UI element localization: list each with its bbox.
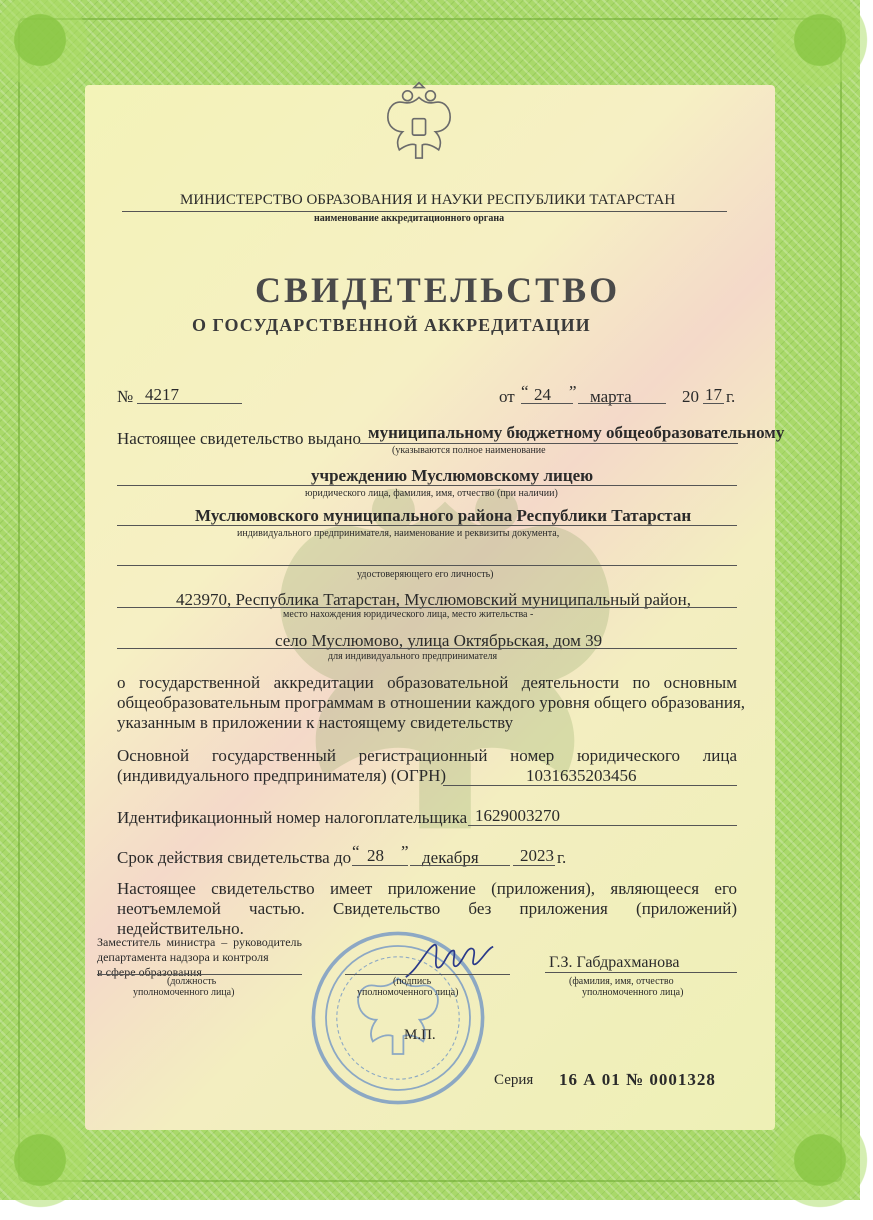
- date-prefix: от: [499, 387, 515, 406]
- corner-rosette: [760, 1100, 873, 1220]
- name-caption1: (фамилия, имя, отчество: [569, 976, 674, 987]
- caption-full-name: (указываются полное наименование: [392, 445, 546, 456]
- underline: [117, 485, 737, 486]
- caption-entrepreneur: индивидуального предпринимателя, наименование и реквизиты документа,: [237, 528, 560, 539]
- signature-caption1: (подпись: [393, 976, 432, 987]
- underline: [345, 974, 510, 975]
- document-title: СВИДЕТЕЛЬСТВО: [255, 270, 621, 310]
- underline: [352, 865, 408, 866]
- underline: [360, 443, 738, 444]
- issue-month: марта: [590, 387, 632, 406]
- series-number: 16 А 01 № 0001328: [559, 1070, 716, 1089]
- validity-month: декабря: [422, 848, 479, 867]
- caption-identity: удостоверяющего его личность): [357, 569, 494, 580]
- caption-entrepreneur-address: для индивидуального предпринимателя: [328, 651, 498, 662]
- validity-close-quote: ”: [401, 842, 409, 861]
- ogrn-label-line1: Основной государственный регистрационный номер юридического лица: [117, 746, 737, 765]
- inn-value: 1629003270: [475, 806, 560, 825]
- holder-name-line2: учреждению Муслюмовскому лицею: [311, 466, 594, 485]
- holder-name-line3: Муслюмовского муниципального района Республики Татарстан: [195, 506, 692, 525]
- seal-place: М.П.: [404, 1027, 436, 1043]
- position-line3: в сфере образования: [97, 965, 202, 979]
- issue-year-prefix: 20: [682, 387, 699, 406]
- address-line2: село Муслюмово, улица Октябрьская, дом 39: [275, 631, 603, 650]
- caption-address: место нахождения юридического лица, место жительства -: [283, 609, 534, 620]
- caption-legal-entity: юридического лица, фамилия, имя, отчество (при наличии): [305, 488, 558, 499]
- ogrn-value: 1031635203456: [526, 766, 637, 785]
- document-subtitle: О ГОСУДАРСТВЕННОЙ АККРЕДИТАЦИИ: [192, 315, 591, 335]
- position-line2: департамента надзора и контроля: [97, 950, 269, 964]
- issued-to-label: Настоящее свидетельство выдано: [117, 429, 361, 448]
- year-unit: г.: [726, 387, 736, 406]
- purpose-line3: указанным в приложении к настоящему свидетельству: [117, 713, 514, 732]
- name-caption2: уполномоченного лица): [582, 987, 684, 998]
- underline: [117, 607, 737, 608]
- validity-label: Срок действия свидетельства до: [117, 848, 352, 867]
- underline: [137, 403, 242, 404]
- appendix-line3: недействительно.: [117, 919, 244, 938]
- inn-label: Идентификационный номер налогоплательщика: [117, 808, 468, 827]
- underline: [117, 525, 737, 526]
- purpose-line1: о государственной аккредитации образовательной деятельности по основным: [117, 673, 737, 692]
- issue-year-suffix: 17: [705, 385, 722, 404]
- underline: [703, 403, 724, 404]
- validity-day: 28: [367, 846, 384, 865]
- ogrn-label-line2: (индивидуального предпринимателя) (ОГРН): [117, 766, 447, 785]
- date-close-quote: ”: [569, 382, 577, 401]
- number-label: №: [117, 387, 134, 406]
- appendix-line2: неотъемлемой частью. Свидетельство без приложения (приложений): [117, 899, 737, 918]
- underline: [521, 403, 573, 404]
- signatory-name: Г.З. Габдрахманова: [549, 954, 680, 971]
- underline: [545, 972, 737, 973]
- appendix-line1: Настоящее свидетельство имеет приложение (приложения), являющееся его: [117, 879, 737, 898]
- issue-day: 24: [534, 385, 551, 404]
- series-label: Серия: [494, 1072, 534, 1088]
- coat-of-arms-icon: [378, 78, 460, 166]
- validity-year-unit: г.: [557, 848, 567, 867]
- underline: [410, 865, 510, 866]
- underline: [513, 865, 555, 866]
- certificate-number: 4217: [145, 385, 179, 404]
- underline: [122, 211, 727, 212]
- underline: [443, 785, 737, 786]
- underline: [578, 403, 666, 404]
- holder-name-line1: муниципальному бюджетному общеобразовательному: [368, 423, 785, 442]
- validity-year: 2023: [520, 846, 554, 865]
- position-caption2: уполномоченного лица): [133, 987, 235, 998]
- validity-open-quote: “: [352, 842, 360, 861]
- authority-caption: наименование аккредитационного органа: [314, 213, 505, 224]
- underline: [468, 825, 737, 826]
- date-open-quote: “: [521, 382, 529, 401]
- position-line1: Заместитель министра – руководитель: [97, 935, 302, 949]
- position-caption1: (должность: [167, 976, 217, 987]
- underline: [117, 565, 737, 566]
- underline: [97, 974, 302, 975]
- address-line1: 423970, Республика Татарстан, Муслюмовский муниципальный район,: [176, 590, 691, 609]
- purpose-line2: общеобразовательным программам в отношении каждого уровня общего образования,: [117, 693, 746, 712]
- underline: [117, 648, 737, 649]
- authority-name: МИНИСТЕРСТВО ОБРАЗОВАНИЯ И НАУКИ РЕСПУБЛИКИ ТАТАРСТАН: [180, 192, 676, 208]
- signature-caption2: уполномоченного лица): [357, 987, 459, 998]
